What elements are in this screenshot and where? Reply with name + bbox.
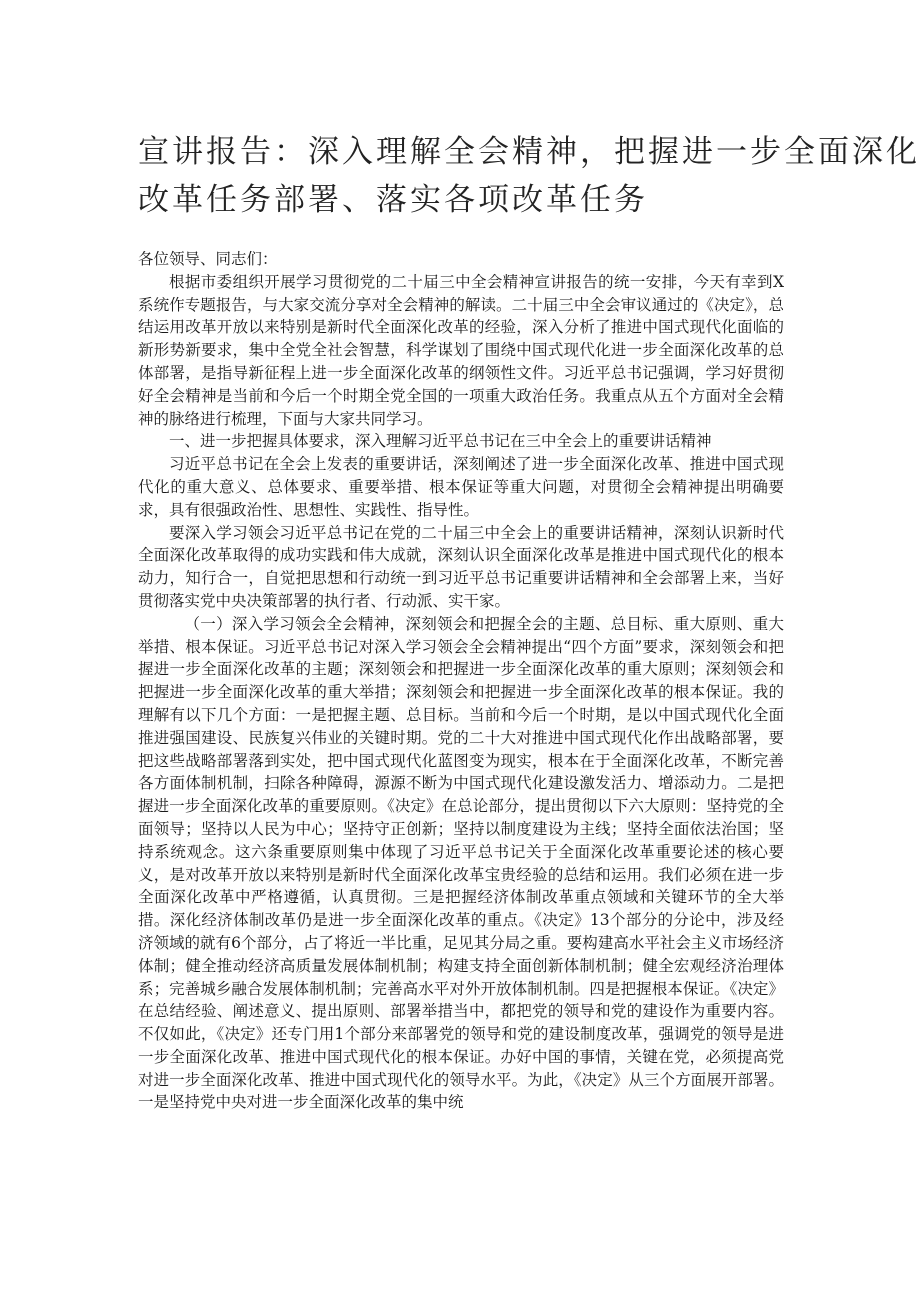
document-page: [138, 128, 920, 1114]
section-heading-1: 一、进一步把握具体要求，深入理解习近平总书记在三中全会上的重要讲话精神: [169, 432, 712, 451]
paragraph-speech-summary: 习近平总书记在全会上发表的重要讲话，深刻阐述了进一步全面深化改革、推进中国式现代化的重大意义、总体要求、重要举措、根本保证等重大问题，对贯彻全会精神提出明确要求，具有很强政治性、思想性、实践性、指导性。: [138, 455, 784, 519]
paragraph-subsection-1: （一）深入学习领会全会精神，深刻领会和把握全会的主题、总目标、重大原则、重大举措、根本保证。习近平总书记对深入学习领会全会精神提出“四个方面”要求，深刻领会和把握进一步全面深化改革的主题；深刻领会和把握进一步全面深化改革的重大原则；深刻领会和把握进一步全面深化改革的重大举措；深刻领会和把握进一步全面深化改革的根本保证。我的理解有以下几个方面：一是把握主题、总目标。当前和今后一个时期，是以中国式现代化全面推进强国建设、民族复兴伟业的关键时期。党的二十大对推进中国式现代化作出战略部署，要把这些战略部署落到实处，把中国式现代化蓝图变为现实，根本在于全面深化改革，不断完善各方面体制机制，扫除各种障碍，源源不断为中国式现代化建设激发活力、增添动力。二是把握进一步全面深化改革的重要原则。《决定》在总论部分，提出贯彻以下六大原则：坚持党的全面领导；坚持以人民为中心；坚持守正创新；坚持以制度建设为主线；坚持全面依法治国；坚持系统观念。这六条重要原则集中体现了习近平总书记关于全面深化改革重要论述的核心要义，是对改革开放以来特别是新时代全面深化改革宝贵经验的总结和运用。我们必须在进一步全面深化改革中严格遵循，认真贯彻。三是把握经济体制改革重点领域和关键环节的全大举措。深化经济体制改革仍是进一步全面深化改革的重点。《决定》13个部分的分论中，涉及经济领域的就有6个部分，占了将近一半比重，足见其分局之重。要构建高水平社会主义市场经济体制；健全推动经济高质量发展体制机制；构建支持全面创新体制机制；健全宏观经济治理体系；完善城乡融合发展体制机制；完善高水平对外开放体制机制。四是把握根本保证。《决定》在总结经验、阐述意义、提出原则、部署举措当中，都把党的领导和党的建设作为重要内容。不仅如此，《决定》还专门用1个部分来部署党的领导和党的建设制度改革，强调党的领导是进一步全面深化改革、推进中国式现代化的根本保证。办好中国的事情，关键在党，必须提高党对进一步全面深化改革、推进中国式现代化的领导水平。为此，《决定》从三个方面展开部署。一是坚持党中央对进一步全面深化改革的集中统: [138, 614, 784, 1112]
salutation: 各位领导、同志们：: [138, 250, 278, 268]
paragraph-intro: 根据市委组织开展学习贯彻党的二十届三中全会精神宣讲报告的统一安排，今天有幸到X系统作专题报告，与大家交流分享对全会精神的解读。二十届三中全会审议通过的《决定》，总结运用改革开放以来特别是新时代全面深化改革的经验，深入分析了推进中国式现代化面临的新形势新要求，集中全党全社会智慧，科学谋划了围绕中国式现代化进一步全面深化改革的总体部署，是指导新征程上进一步全面深化改革的纲领性文件。习近平总书记强调，学习好贯彻好全会精神是当前和今后一个时期全党全国的一项重大政治任务。我重点从五个方面对全会精神的脉络进行梳理，下面与大家共同学习。: [138, 272, 784, 428]
title-line-1: 宣讲报告：深入理解全会精神，把握进一步全面深化: [138, 134, 920, 170]
paragraph-study-requirement: 要深入学习领会习近平总书记在党的二十届三中全会上的重要讲话精神，深刻认识新时代全面深化改革取得的成功实践和伟大成就，深刻认识全面深化改革是推进中国式现代化的根本动力，知行合一，自觉把思想和行动统一到习近平总书记重要讲话精神和全会部署上来，当好贯彻落实党中央决策部署的执行者、行动派、实干家。: [138, 523, 784, 610]
document-title: [138, 128, 920, 224]
title-line-2: 改革任务部署、落实各项改革任务: [138, 182, 648, 218]
